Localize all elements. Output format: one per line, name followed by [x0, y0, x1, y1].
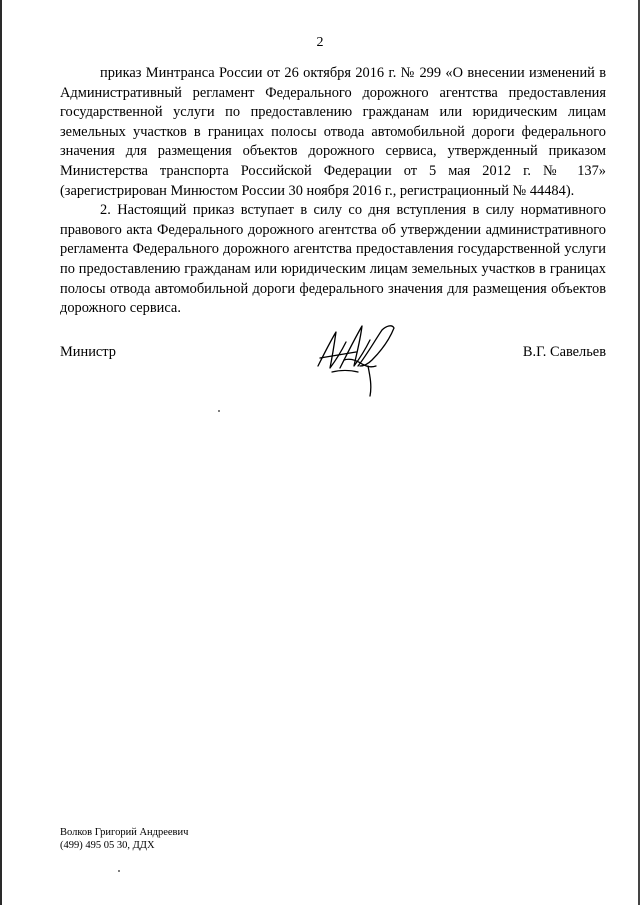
page-number: 2 — [316, 35, 324, 50]
scan-edge-left — [0, 0, 2, 905]
paragraph-effective-date: 2. Настоящий приказ вступает в силу со дня вступления в силу нормативного правового акта Федерального дорожного агентства об утверждении административного регламента Федерального дорожного агентства предоставления государственной услуги по предоставлению гражданам или юридическим лицам земельных участков в границах полосы отвода автомобильной дороги федерального значения для размещения объектов дорожного сервиса. — [60, 202, 606, 317]
signatory-title: Министр — [60, 344, 116, 360]
document-body — [60, 64, 606, 319]
handwritten-signature — [310, 316, 402, 398]
executor-name: Волков Григорий Андреевич — [60, 827, 189, 838]
scan-speck — [218, 410, 220, 412]
executor-info — [60, 826, 188, 852]
paragraph-order-reference: приказ Минтранса России от 26 октября 2016 г. № 299 «О внесении изменений в Административный регламент Федерального дорожного агентства предоставления государственной услуги по предоставлению гражданам или юридическим лицам земельных участков в границах полосы отвода автомобильной дороги федерального значения для размещения объектов дорожного сервиса, утвержденный приказом Министерства транспорта Российской Федерации от 5 мая 2012 г. № 137» (зарегистрирован Минюстом России 30 ноября 2016 г., регистрационный № 44484). — [60, 65, 606, 199]
executor-phone: (499) 495 05 30, ДДХ — [60, 840, 155, 851]
scan-speck — [118, 870, 120, 872]
signatory-name: В.Г. Савельев — [522, 344, 606, 360]
